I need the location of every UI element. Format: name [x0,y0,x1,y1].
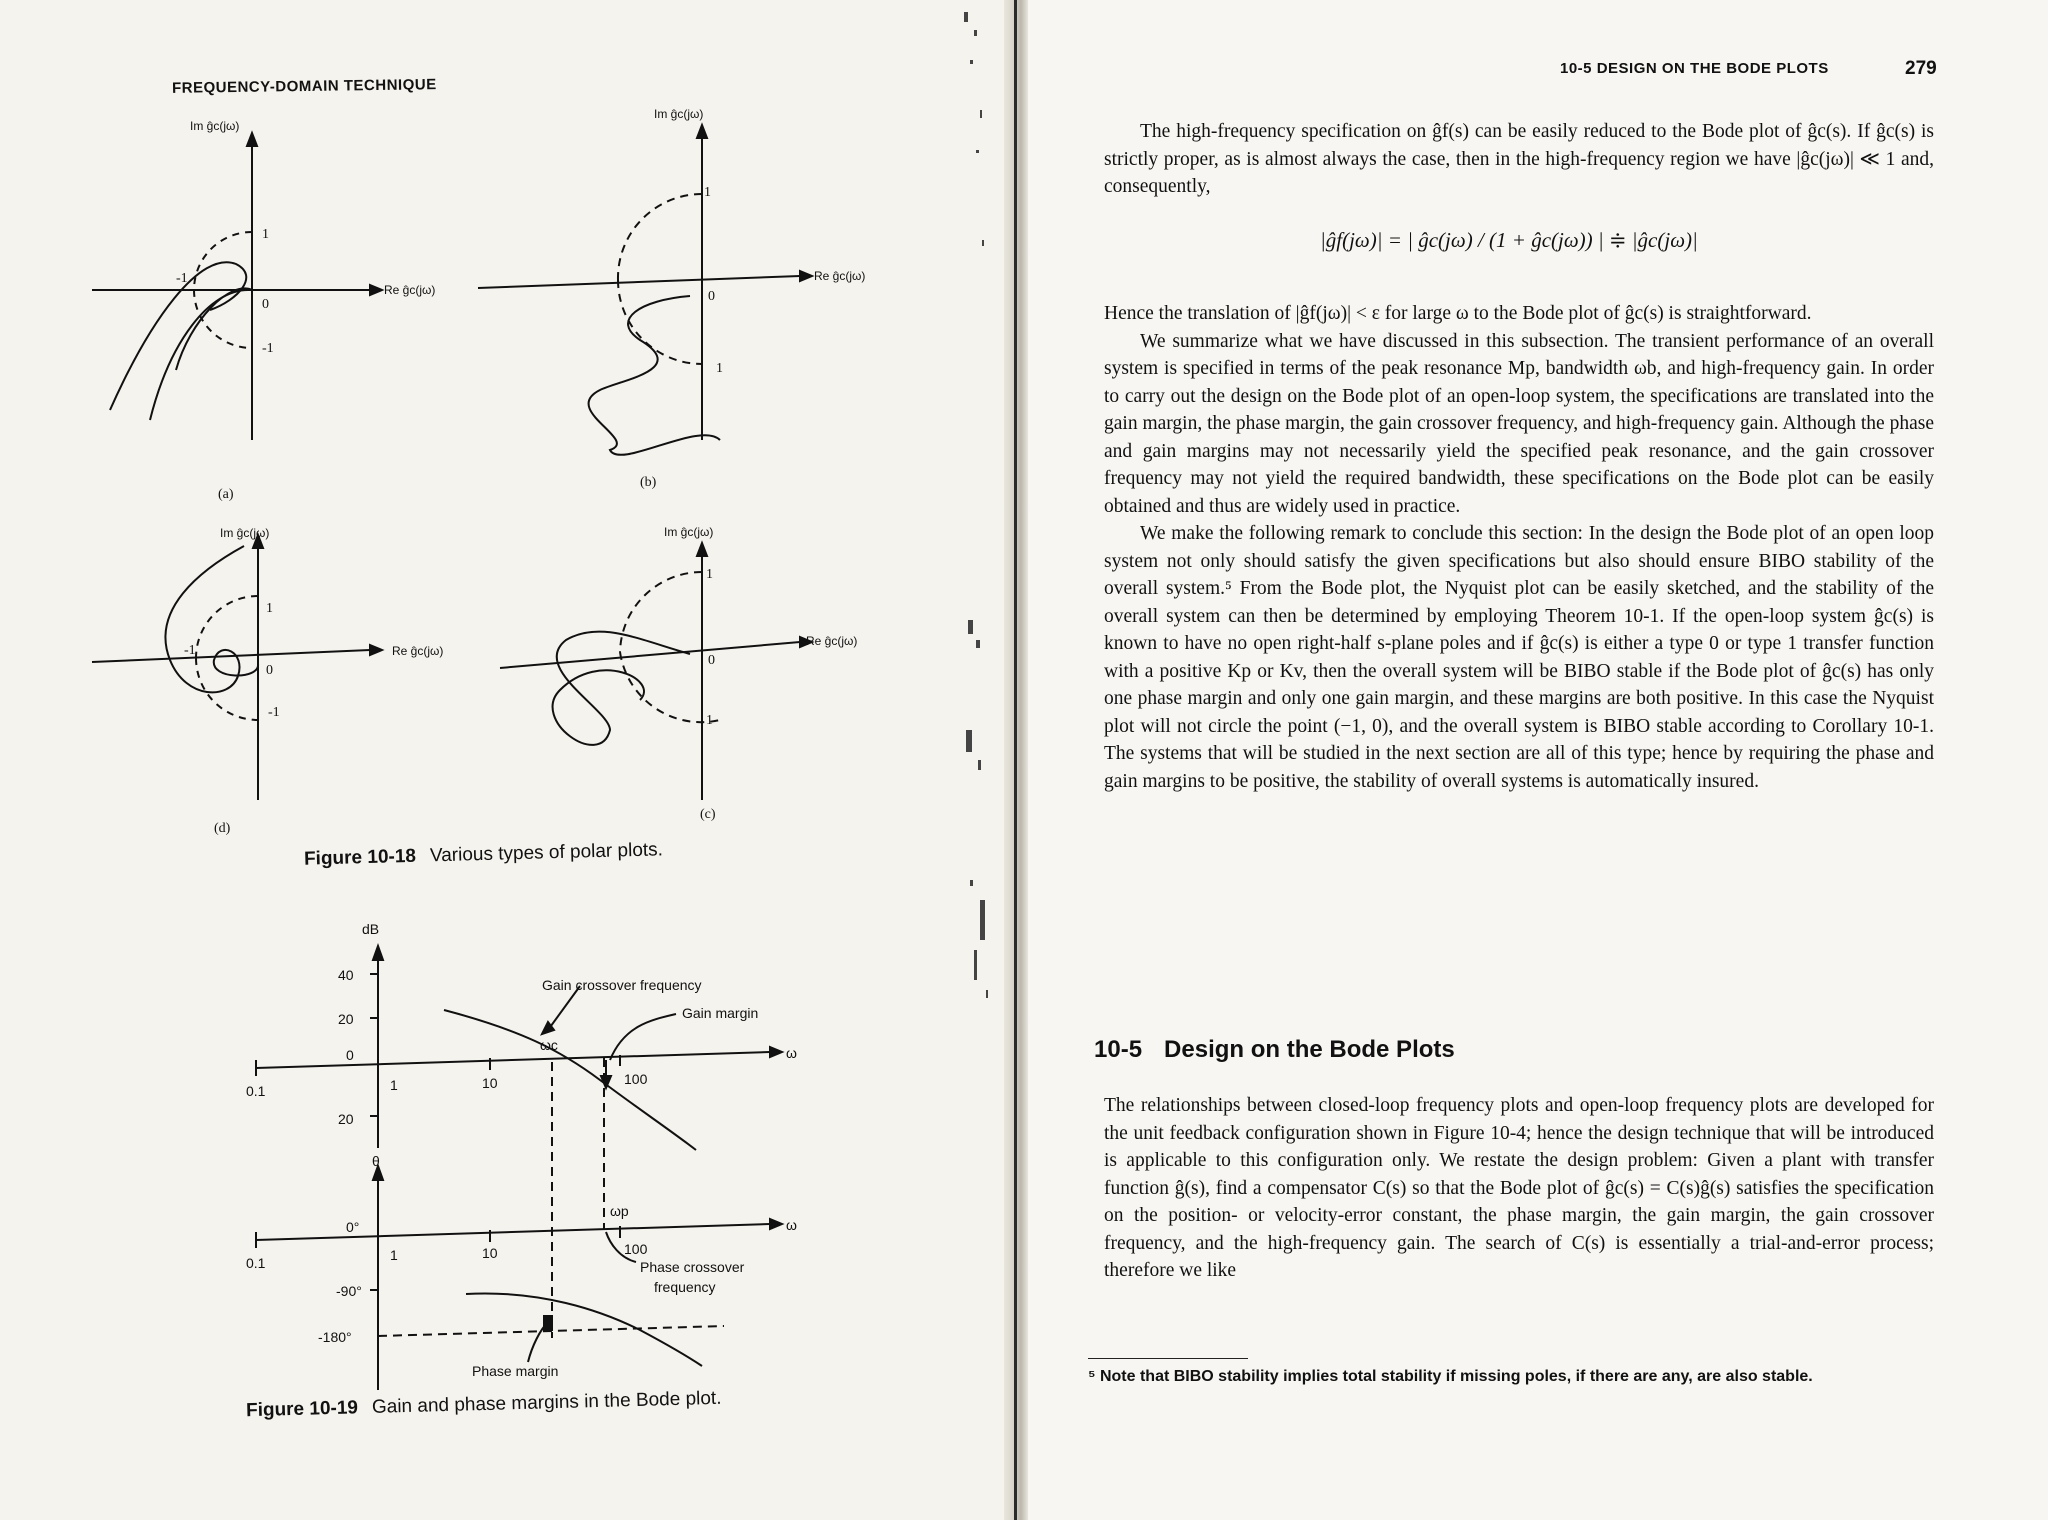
phase-crossover-label-2: frequency [654,1279,716,1295]
freq-tick: 0.1 [246,1255,266,1271]
db-tick: 20 [338,1011,354,1027]
page-number: 279 [1905,58,1937,79]
im-axis-label: Im ĝc(jω) [220,526,270,540]
tick-one: 1 [704,185,711,200]
tick-one: 1 [266,601,273,616]
tick-minus-one: -1 [184,643,196,658]
phase-margin-label: Phase margin [472,1363,559,1379]
paragraph [1104,118,1934,201]
gain-crossover-label: Gain crossover frequency [542,977,702,993]
gain-margin-label: Gain margin [682,1005,759,1021]
gutter-line [1014,0,1017,1520]
freq-tick: 1 [390,1247,398,1263]
omega-axis-label: ω [786,1217,797,1233]
figure-caption-text: Gain and phase margins in the Bode plot. [371,1387,722,1418]
panel-label-a: (a) [218,487,234,502]
im-axis-label: Im ĝc(jω) [654,107,704,121]
figure-number: Figure 10-19 [245,1397,359,1422]
omega-p-label: ωp [610,1203,629,1219]
tick-one: 1 [716,361,723,376]
paragraph-5: The relationships between closed-loop frequency plots and open-loop frequency plots are developed for the unit feedback configuration shown in Figure 10-4; hence the design technique that will be introduced is applicable to this configuration only. We restate the design problem: Given a plant with transfer function ĝ(s), find a compensator C(s) so that the Bode plot of ĝc(s) = C(s)ĝ(s) satisfies the specification on the position- or velocity-error constant, the phase margin, the gain margin, the gain crossover frequency, and the high-frequency gain. The search of C(s) is essentially a trial-and-error process; therefore we like [1104,1095,1934,1281]
bode-plot-figure [0,0,1010,1420]
section-number: 10-5 [1094,1036,1143,1063]
paragraph-4: We make the following remark to conclude this section: In the design the Bode plot of an open loop system not only should satisfy the given specifications but also should ensure BIBO stability of the overall system.⁵ From the Bode plot, the Nyquist plot can be easily sketched, and the stability of the overall system can then be determined by employing Theorem 10-1. If the open-loop system ĝc(s) is known to have no open right-half s-plane poles and if ĝc(s) is either a type 0 or type 1 transfer function with a positive Kp or Kv, then the overall system will be BIBO stable if the Bode plot of ĝc(s) has only one phase margin and only one gain margin, and these margins are both positive. In this case the Nyquist plot will not circle the point (−1, 0), and the overall system is BIBO stable according to Corollary 10-1. The systems that will be studied in the next section are all of this type; hence by requiring the phase and gain margins to be positive, the stability of overall systems is automatically insured. [1104,523,1934,792]
tick-zero: 0 [262,297,269,312]
tick-one: 1 [262,227,269,242]
re-axis-label: Re ĝc(jω) [384,283,436,297]
freq-tick: 0.1 [246,1083,266,1099]
phase-crossover-label: Phase crossover [640,1259,745,1275]
paragraph-3: We summarize what we have discussed in this subsection. The transient performance of an overall system is specified in terms of the peak resonance Mp, bandwidth ωb, and high-frequency gain. In order to carry out the design on the Bode plot of an open-loop system, the specifications are translated into the gain margin, the phase margin, the gain crossover frequency, and high-frequency gain. Although the phase and gain margins may not necessarily yield the specified peak resonance, and the gain crossover frequency may not yield the required bandwidth, these specifications on the Bode plot can be easily obtained and thus are widely used in practice. [1104,330,1934,517]
paragraph-block [1104,300,1934,795]
freq-tick: 100 [624,1241,648,1257]
panel-label-d: (d) [214,821,231,836]
db-tick: 0 [346,1047,354,1063]
running-header-left: FREQUENCY-DOMAIN TECHNIQUE [171,76,437,97]
freq-tick: 10 [482,1245,498,1261]
re-axis-label: Re ĝc(jω) [806,634,858,648]
tick-zero: 0 [708,653,715,668]
paragraph-2: Hence the translation of |ĝf(jω)| < ε for large ω to the Bode plot of ĝc(s) is straightforward. [1104,303,1812,324]
paragraph [1104,1092,1934,1285]
im-axis-label: Im ĝc(jω) [190,119,240,133]
db-tick: 20 [338,1111,354,1127]
freq-tick: 1 [390,1077,398,1093]
omega-c-label: ωc [540,1037,558,1053]
freq-tick: 10 [482,1075,498,1091]
re-axis-label: Re ĝc(jω) [814,269,866,283]
footnote: ⁵ Note that BIBO stability implies total stability if missing poles, if there are any, are also stable. [1088,1368,1813,1385]
section-title: Design on the Bode Plots [1164,1036,1455,1063]
tick-one: 1 [706,567,713,582]
panel-label-b: (b) [640,475,657,490]
figure-number: Figure 10-18 [303,845,417,870]
section-heading [1094,1036,1455,1064]
phase-tick: -180° [318,1329,352,1345]
tick-one: 1 [706,713,713,728]
figure-caption-text: Various types of polar plots. [429,839,664,867]
footnote-rule [1088,1358,1248,1359]
phase-tick: 0° [346,1219,360,1235]
tick-zero: 0 [708,289,715,304]
tick-zero: 0 [266,663,273,678]
freq-tick: 100 [624,1071,648,1087]
panel-label-c: (c) [700,807,716,822]
theta-axis-label: θ [372,1153,380,1169]
running-header-right: 10-5 DESIGN ON THE BODE PLOTS [1560,60,1829,77]
db-axis-label: dB [362,921,380,937]
tick-minus-one: -1 [176,271,188,286]
phase-tick: -90° [336,1283,362,1299]
omega-axis-label: ω [786,1045,797,1061]
equation: |ĝf(jω)| = | ĝc(jω) / (1 + ĝc(jω)) | ≑ |ĝc(jω)| [1320,228,1698,252]
re-axis-label: Re ĝc(jω) [392,644,444,658]
db-tick: 40 [338,967,354,983]
tick-minus-one: -1 [268,705,280,720]
tick-minus-one: -1 [262,341,274,356]
paragraph-1: The high-frequency specification on ĝf(s) can be easily reduced to the Bode plot of ĝc(s). If ĝc(s) is strictly proper, as is almost always the case, then in the high-frequency region we have |ĝc(jω)| ≪ 1 and, consequently, [1104,121,1934,197]
im-axis-label: Im ĝc(jω) [664,525,714,539]
